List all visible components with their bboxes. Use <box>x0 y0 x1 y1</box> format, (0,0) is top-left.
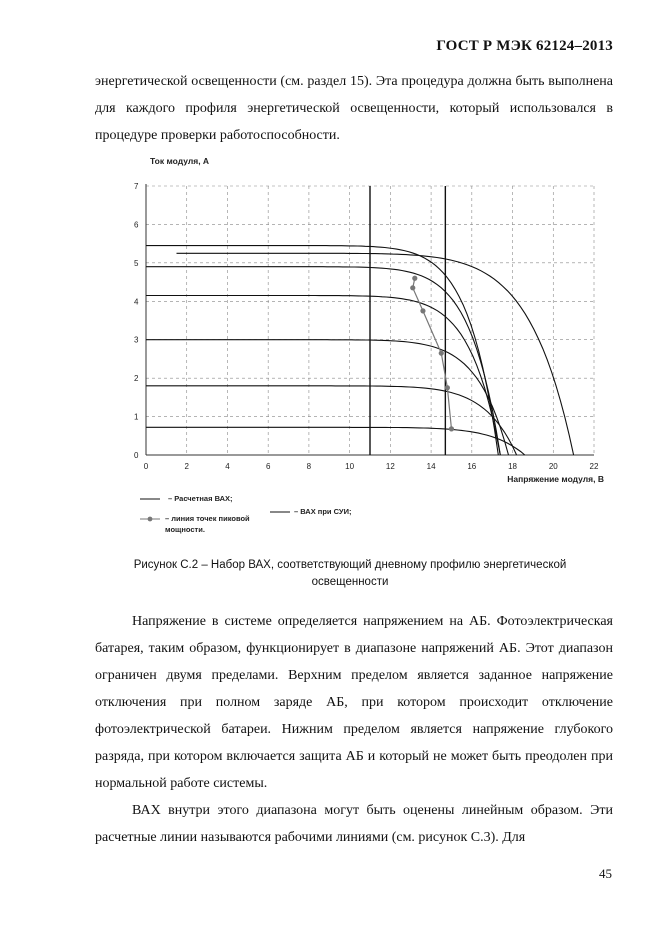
iv-curve <box>146 296 500 456</box>
x-tick-label: 10 <box>345 462 355 471</box>
iv-curve <box>146 386 517 455</box>
y-tick-label: 2 <box>134 374 139 384</box>
legend-calculated-label: – Расчетная ВАХ; <box>168 494 233 503</box>
mpp-point <box>439 351 444 356</box>
x-tick-label: 14 <box>426 462 436 471</box>
mpp-point <box>445 385 450 390</box>
legend-stc-label: – ВАХ при СУИ; <box>294 507 352 516</box>
iv-curve <box>146 427 525 455</box>
mpp-point <box>420 308 425 313</box>
paragraph-linear: ВАХ внутри этого диапазона могут быть оценены линейным образом. Эти расчетные линии называются рабочими линиями (см. рисунок С.3). Для <box>95 803 613 845</box>
mpp-point <box>449 426 454 431</box>
x-tick-label: 4 <box>225 462 230 471</box>
x-tick-label: 2 <box>184 462 189 471</box>
x-tick-label: 16 <box>467 462 477 471</box>
standard-header: ГОСТ Р МЭК 62124–2013 <box>436 38 613 54</box>
iv-curve-chart <box>108 150 628 550</box>
y-tick-label: 0 <box>134 451 139 460</box>
y-tick-label: 6 <box>134 220 139 230</box>
x-tick-label: 6 <box>265 462 271 471</box>
x-tick-label: 20 <box>548 462 558 471</box>
caption-line-2: освещенности <box>311 576 389 588</box>
legend-mpp-marker <box>148 517 153 522</box>
paragraph-intro: энергетической освещенности (см. раздел 15). Эта процедура должна быть выполнена для каждого профиля энергетической освещенности, который использовался в процедуре проверки работоспособности. <box>95 74 613 143</box>
chart-svg <box>108 150 628 545</box>
x-axis-label: Напряжение модуля, В <box>507 474 604 484</box>
legend-mpp-label: – линия точек пиковой мощности. <box>165 514 250 534</box>
mpp-point <box>412 276 417 281</box>
y-axis-label: Ток модуля, А <box>150 156 210 166</box>
figure-caption <box>100 557 600 591</box>
iv-curve <box>146 340 509 455</box>
y-tick-label: 4 <box>134 297 139 307</box>
y-tick-label: 1 <box>134 412 139 422</box>
paragraph-voltage: Напряжение в системе определяется напряжением на АБ. Фотоэлектрическая батарея, таким образом, функционирует в диапазоне напряжений АБ. Этот диапазон ограничен двумя пределами. Верхним пределом является заданное напряжение отключения при полном заряде АБ, при котором происходит отключение фотоэлектрической батареи. Нижним пределом является напряжение глубокого разряда, при котором включается защита АБ и который не может быть преодолен при нормальной работе системы. <box>95 614 613 791</box>
page-number: 45 <box>599 866 612 881</box>
y-tick-label: 5 <box>134 258 139 268</box>
y-tick-label: 3 <box>134 335 139 345</box>
stc-iv-curve <box>177 253 574 455</box>
mpp-point <box>410 285 415 290</box>
x-tick-label: 12 <box>385 462 395 471</box>
x-tick-label: 0 <box>143 462 149 471</box>
x-tick-label: 18 <box>508 462 517 471</box>
x-tick-label: 22 <box>589 462 599 471</box>
y-tick-label: 7 <box>134 182 139 191</box>
x-tick-label: 8 <box>306 462 312 471</box>
caption-line-1: Рисунок С.2 – Набор ВАХ, соответствующий дневному профилю энергетической <box>133 559 567 571</box>
